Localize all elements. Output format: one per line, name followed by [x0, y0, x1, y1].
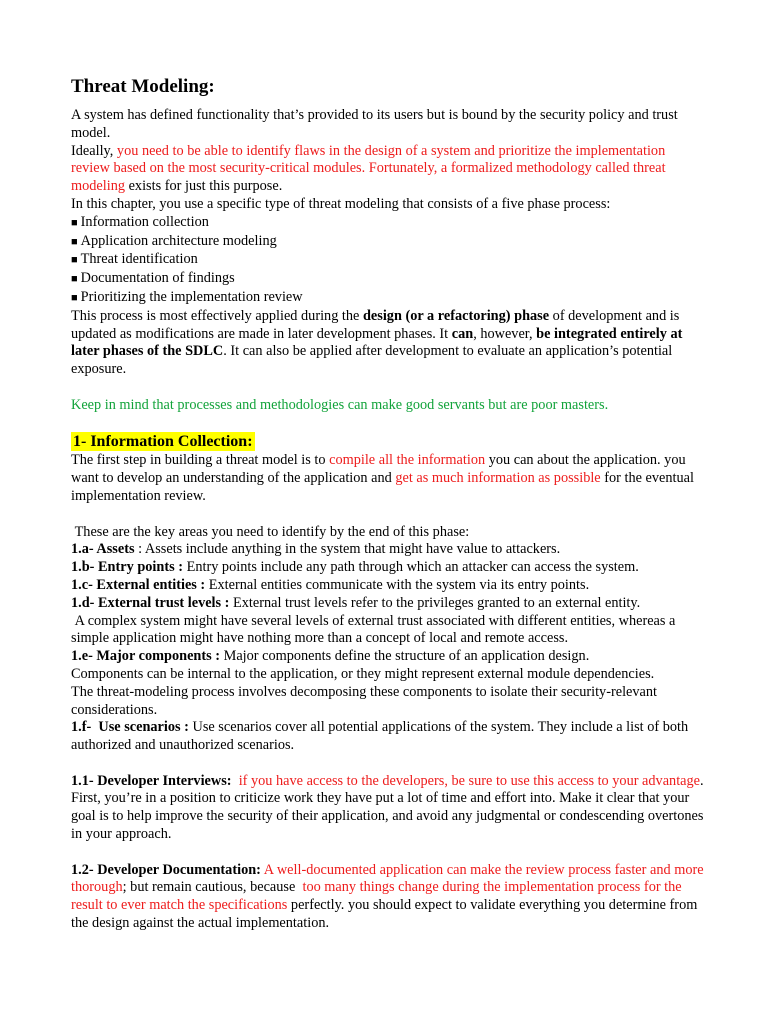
key-area-item — [71, 559, 706, 577]
list-item: ■ Information collection — [71, 214, 706, 233]
spacer — [71, 506, 706, 524]
key-area-text: Use scenarios cover all potential applications of the system. They include a list of both authorized and unauthorized scenarios. — [71, 719, 692, 754]
spacer — [71, 755, 706, 773]
process-text: of development and is updated as modifications are made in later development phases. It — [71, 307, 683, 342]
list-item: ■ Prioritizing the implementation review — [71, 289, 706, 308]
key-area-label: 1.e- Major components : — [71, 648, 221, 665]
subsection-highlight: A well-documented application can make the review process faster and more thorough — [71, 861, 708, 896]
key-area-text: Entry points include any path through which an attacker can access the system. — [186, 559, 639, 576]
process-text: This process is most effectively applied during the — [71, 307, 363, 324]
subsection-highlight: if you have access to the developers, be sure to use this access to your advantage — [231, 772, 701, 789]
process-bold: be integrated entirely at later phases of the SDLC — [71, 325, 686, 360]
ideally-tail: exists for just this purpose. — [125, 178, 283, 195]
process-text: . It can also be applied after development to evaluate an application’s potential exposure. — [71, 343, 676, 378]
section-highlight: compile all the information — [329, 452, 486, 469]
spacer — [71, 844, 706, 862]
key-area-item — [71, 541, 706, 559]
key-area-text: External trust levels refer to the privileges granted to an external entity. A complex system might have several levels of external trust associated with different entities, whereas a simple application might have nothing more than a concept of local and remote access. — [71, 594, 676, 647]
section-text: you can about the application. you want to develop an understanding of the application and — [71, 452, 690, 487]
key-area-item — [71, 577, 706, 595]
key-area-sep: : — [134, 541, 145, 558]
section-text: for the eventual implementation review. — [71, 470, 698, 504]
key-area-item — [71, 719, 706, 755]
subsection-label: 1.2- Developer Documentation: — [71, 861, 261, 878]
subsection-text: ; but remain cautious, because — [122, 879, 303, 896]
page-title: Threat Modeling: — [71, 76, 215, 97]
intro-paragraph — [71, 107, 706, 143]
process-paragraph — [71, 308, 706, 379]
subsection-label: 1.1- Developer Interviews: — [71, 772, 232, 789]
ideally-paragraph — [71, 143, 706, 196]
section-intro-paragraph — [71, 452, 706, 505]
key-area-label: 1.a- Assets — [71, 541, 135, 558]
process-text: , however, — [473, 325, 537, 342]
developer-documentation-paragraph — [71, 862, 706, 933]
key-area-label: 1.d- External trust levels : — [71, 594, 230, 611]
key-area-text: External entities communicate with the system via its entry points. — [208, 576, 590, 593]
intro-text: A system has defined functionality that’s provided to its users but is bound by the security policy and trust model. — [71, 107, 682, 141]
spacer — [71, 379, 706, 397]
key-area-item — [71, 595, 706, 648]
list-item: ■ Documentation of findings — [71, 270, 706, 289]
key-areas-list — [71, 541, 706, 755]
chapter-paragraph: In this chapter, you use a specific type of threat modeling that consists of a five phase process: — [71, 195, 611, 212]
key-area-text: Major components define the structure of an application design. Components can be internal to the application, or they might represent external module dependencies. The threat-modeling process involves decomposing these components to isolate their security-relevant considerations. — [71, 648, 658, 718]
key-area-text: Assets include anything in the system that might have value to attackers. — [144, 541, 561, 558]
spacer — [71, 415, 706, 433]
ideally-text: Ideally, — [71, 142, 117, 159]
process-bold: can — [451, 325, 474, 342]
process-bold: design (or a refactoring) phase — [362, 307, 550, 324]
section-text: The first step in building a threat model is to — [71, 452, 330, 469]
list-item: ■ Threat identification — [71, 251, 706, 270]
phase-list — [71, 214, 706, 308]
key-area-item — [71, 648, 706, 719]
green-note: Keep in mind that processes and methodologies can make good servants but are poor masters. — [71, 396, 609, 413]
developer-interviews-paragraph — [71, 773, 706, 844]
key-area-label: 1.f- Use scenarios : — [71, 719, 189, 736]
key-areas-intro: These are the key areas you need to identify by the end of this phase: — [71, 523, 470, 540]
subsection-text: . First, you’re in a position to criticize work they have put a lot of time and effort into. Make it clear that your goal is to help improve the security of their application, and avoid any judgmental or condescending overtones in your approach. — [71, 772, 708, 843]
section-heading: 1- Information Collection: — [73, 433, 253, 451]
section-highlight: get as much information as possible — [395, 470, 601, 487]
key-area-label: 1.b- Entry points : — [71, 559, 184, 576]
list-item: ■ Application architecture modeling — [71, 233, 706, 252]
ideally-highlight: you need to be able to identify flaws in the design of a system and prioritize the implementation review based on the most security-critical modules. Fortunately, a formalized methodology called threat modeling — [71, 142, 670, 195]
subsection-text: perfectly. you should expect to validate everything you determine from the design against the actual implementation. — [71, 897, 701, 932]
subsection-highlight: too many things change during the implementation process for the result to ever match the specifications — [71, 879, 686, 914]
key-area-label: 1.c- External entities : — [71, 576, 206, 593]
